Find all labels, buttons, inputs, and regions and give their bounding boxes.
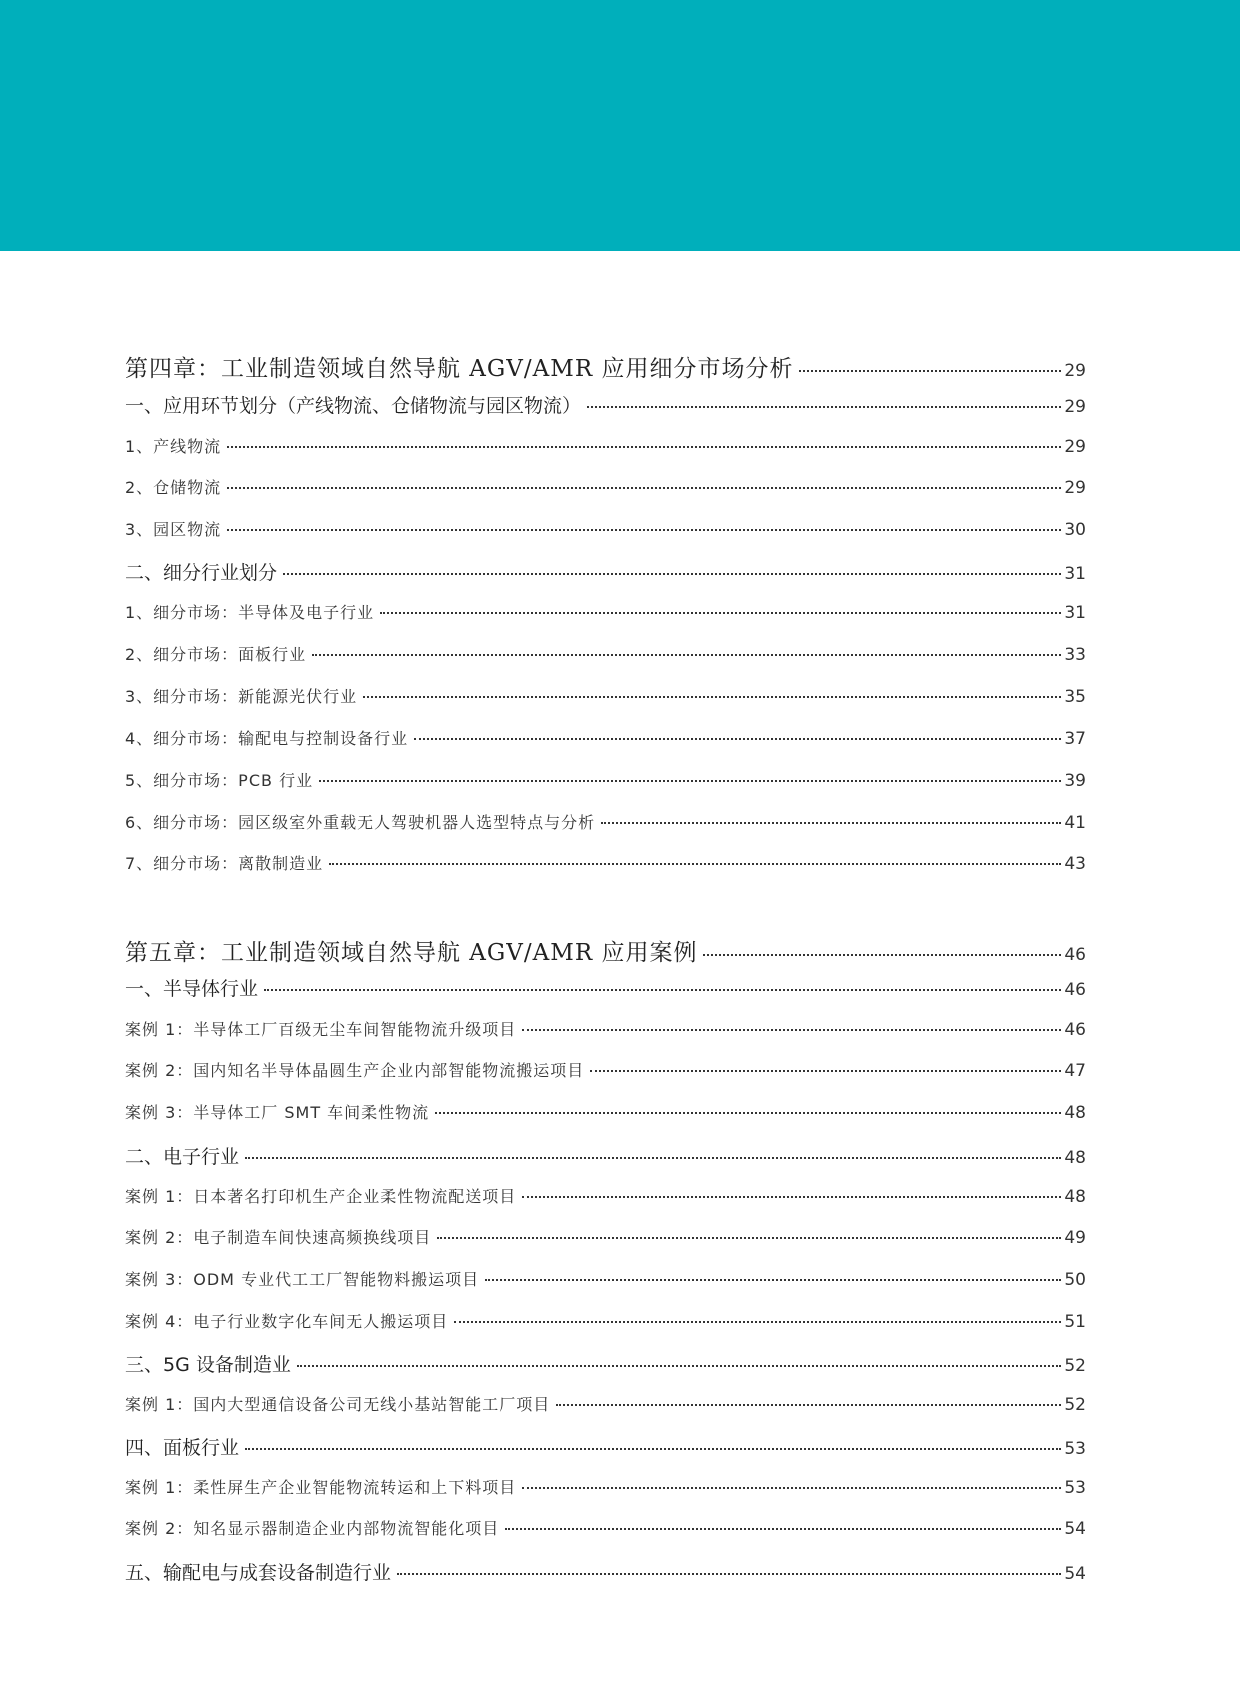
dot-leader: [397, 1573, 1061, 1575]
toc-entry-item[interactable]: [125, 1267, 1086, 1290]
toc-page-number: 43: [1064, 854, 1086, 874]
toc-page-number: 29: [1064, 397, 1086, 417]
dot-leader: [435, 1112, 1061, 1114]
dot-leader: [799, 370, 1061, 372]
toc-entry-item[interactable]: [125, 600, 1086, 623]
toc-page-number: 30: [1064, 520, 1086, 540]
dot-leader: [556, 1404, 1061, 1406]
toc-entry-item[interactable]: [125, 475, 1086, 498]
toc-page-number: 53: [1064, 1439, 1086, 1459]
toc-page-number: 52: [1064, 1356, 1086, 1376]
toc-page-number: 48: [1064, 1103, 1086, 1123]
toc-entry-title: 案例 3：半导体工厂 SMT 车间柔性物流: [125, 1103, 430, 1122]
dot-leader: [485, 1279, 1061, 1281]
toc-entry-section[interactable]: [125, 1433, 1086, 1460]
toc-entry-title: 1、细分市场：半导体及电子行业: [125, 603, 375, 622]
toc-entry-title: 3、园区物流: [125, 520, 222, 539]
toc-entry-item[interactable]: [125, 1392, 1086, 1415]
toc-page-number: 52: [1064, 1395, 1086, 1415]
toc-entry-title: 三、5G 设备制造业: [125, 1354, 291, 1376]
dot-leader: [454, 1321, 1061, 1323]
toc-entry-section[interactable]: [125, 1558, 1086, 1585]
toc-page-number: 29: [1064, 478, 1086, 498]
toc-entry-item[interactable]: [125, 1309, 1086, 1332]
dot-leader: [245, 1448, 1061, 1450]
toc-entry-title: 第四章：工业制造领域自然导航 AGV/AMR 应用细分市场分析: [125, 356, 794, 382]
toc-entry-item[interactable]: [125, 768, 1086, 791]
toc-entry-title: 案例 3：ODM 专业代工工厂智能物料搬运项目: [125, 1270, 480, 1289]
toc-entry-title: 1、产线物流: [125, 437, 222, 456]
toc-entry-item[interactable]: [125, 810, 1086, 833]
toc-entry-section[interactable]: [125, 558, 1086, 585]
toc-page-number: 46: [1064, 1020, 1086, 1040]
dot-leader: [227, 487, 1061, 489]
toc-entry-item[interactable]: [125, 1100, 1086, 1123]
toc-page-number: 31: [1064, 603, 1086, 623]
toc-entry-title: 二、细分行业划分: [125, 562, 278, 584]
dot-leader: [227, 446, 1061, 448]
toc-entry-title: 案例 2：电子制造车间快速高频换线项目: [125, 1228, 432, 1247]
toc-entry-title: 6、细分市场：园区级室外重载无人驾驶机器人选型特点与分析: [125, 813, 596, 832]
toc-entry-section[interactable]: [125, 974, 1086, 1001]
toc-entry-title: 四、面板行业: [125, 1437, 240, 1459]
toc-entry-chapter[interactable]: [125, 934, 1086, 967]
toc-entry-item[interactable]: [125, 1225, 1086, 1248]
toc-page-number: 46: [1064, 945, 1086, 965]
toc-entry-item[interactable]: [125, 642, 1086, 665]
dot-leader: [587, 406, 1061, 408]
dot-leader: [329, 863, 1061, 865]
dot-leader: [703, 954, 1061, 956]
toc-page-number: 49: [1064, 1228, 1086, 1248]
toc-entry-title: 案例 1：日本著名打印机生产企业柔性物流配送项目: [125, 1187, 517, 1206]
toc-entry-title: 案例 1：国内大型通信设备公司无线小基站智能工厂项目: [125, 1395, 551, 1414]
dot-leader: [283, 573, 1061, 575]
toc-entry-title: 5、细分市场：PCB 行业: [125, 771, 314, 790]
dot-leader: [414, 738, 1061, 740]
toc-page-number: 54: [1064, 1519, 1086, 1539]
toc-entry-section[interactable]: [125, 1350, 1086, 1377]
toc-entry-item[interactable]: [125, 1475, 1086, 1498]
dot-leader: [505, 1528, 1061, 1530]
toc-page-number: 39: [1064, 771, 1086, 791]
dot-leader: [297, 1365, 1062, 1367]
toc-entry-item[interactable]: [125, 434, 1086, 457]
toc-entry-title: 案例 2：知名显示器制造企业内部物流智能化项目: [125, 1519, 500, 1538]
toc-entry-title: 案例 2：国内知名半导体晶圆生产企业内部智能物流搬运项目: [125, 1061, 585, 1080]
toc-entry-title: 五、输配电与成套设备制造行业: [125, 1562, 392, 1584]
toc-page-number: 54: [1064, 1564, 1086, 1584]
toc-entry-title: 4、细分市场：输配电与控制设备行业: [125, 729, 409, 748]
toc-page-number: 53: [1064, 1478, 1086, 1498]
toc-entry-chapter[interactable]: [125, 350, 1086, 383]
toc-entry-item[interactable]: [125, 851, 1086, 874]
toc-page-number: 41: [1064, 813, 1086, 833]
toc-page-number: 29: [1064, 437, 1086, 457]
dot-leader: [363, 696, 1061, 698]
toc-page-number: 48: [1064, 1148, 1086, 1168]
toc-entry-title: 3、细分市场：新能源光伏行业: [125, 687, 358, 706]
dot-leader: [264, 989, 1061, 991]
toc-entry-item[interactable]: [125, 1516, 1086, 1539]
toc-entry-title: 一、应用环节划分（产线物流、仓储物流与园区物流）: [125, 395, 582, 417]
toc-page-number: 35: [1064, 687, 1086, 707]
dot-leader: [522, 1487, 1061, 1489]
toc-page-number: 33: [1064, 645, 1086, 665]
toc-entry-title: 7、细分市场：离散制造业: [125, 854, 324, 873]
toc-entry-section[interactable]: [125, 1142, 1086, 1169]
toc-entry-item[interactable]: [125, 1058, 1086, 1081]
toc-page-number: 47: [1064, 1061, 1086, 1081]
toc-page-number: 46: [1064, 980, 1086, 1000]
dot-leader: [227, 529, 1061, 531]
toc-entry-item[interactable]: [125, 517, 1086, 540]
dot-leader: [522, 1196, 1061, 1198]
toc-page-number: 51: [1064, 1312, 1086, 1332]
toc-entry-item[interactable]: [125, 684, 1086, 707]
dot-leader: [380, 612, 1061, 614]
dot-leader: [312, 654, 1061, 656]
toc-entry-title: 二、电子行业: [125, 1146, 240, 1168]
dot-leader: [245, 1157, 1061, 1159]
toc-page-number: 50: [1064, 1270, 1086, 1290]
toc-entry-title: 案例 1：柔性屏生产企业智能物流转运和上下料项目: [125, 1478, 517, 1497]
toc-entry-item[interactable]: [125, 1017, 1086, 1040]
toc-entry-title: 案例 1：半导体工厂百级无尘车间智能物流升级项目: [125, 1020, 517, 1039]
dot-leader: [319, 780, 1061, 782]
dot-leader: [601, 822, 1061, 824]
toc-entry-title: 2、细分市场：面板行业: [125, 645, 307, 664]
toc-entry-item[interactable]: [125, 1184, 1086, 1207]
toc-entry-section[interactable]: [125, 391, 1086, 418]
toc-entry-title: 案例 4：电子行业数字化车间无人搬运项目: [125, 1312, 449, 1331]
toc-entry-title: 2、仓储物流: [125, 478, 222, 497]
dot-leader: [437, 1237, 1061, 1239]
dot-leader: [522, 1029, 1061, 1031]
toc-page-number: 31: [1064, 564, 1086, 584]
toc-entry-item[interactable]: [125, 726, 1086, 749]
toc-entry-title: 第五章：工业制造领域自然导航 AGV/AMR 应用案例: [125, 940, 698, 966]
dot-leader: [590, 1070, 1061, 1072]
toc-page-number: 29: [1064, 361, 1086, 381]
toc-entry-title: 一、半导体行业: [125, 978, 259, 1000]
toc-page-number: 48: [1064, 1187, 1086, 1207]
toc-page-number: 37: [1064, 729, 1086, 749]
header-band: [0, 0, 1240, 251]
